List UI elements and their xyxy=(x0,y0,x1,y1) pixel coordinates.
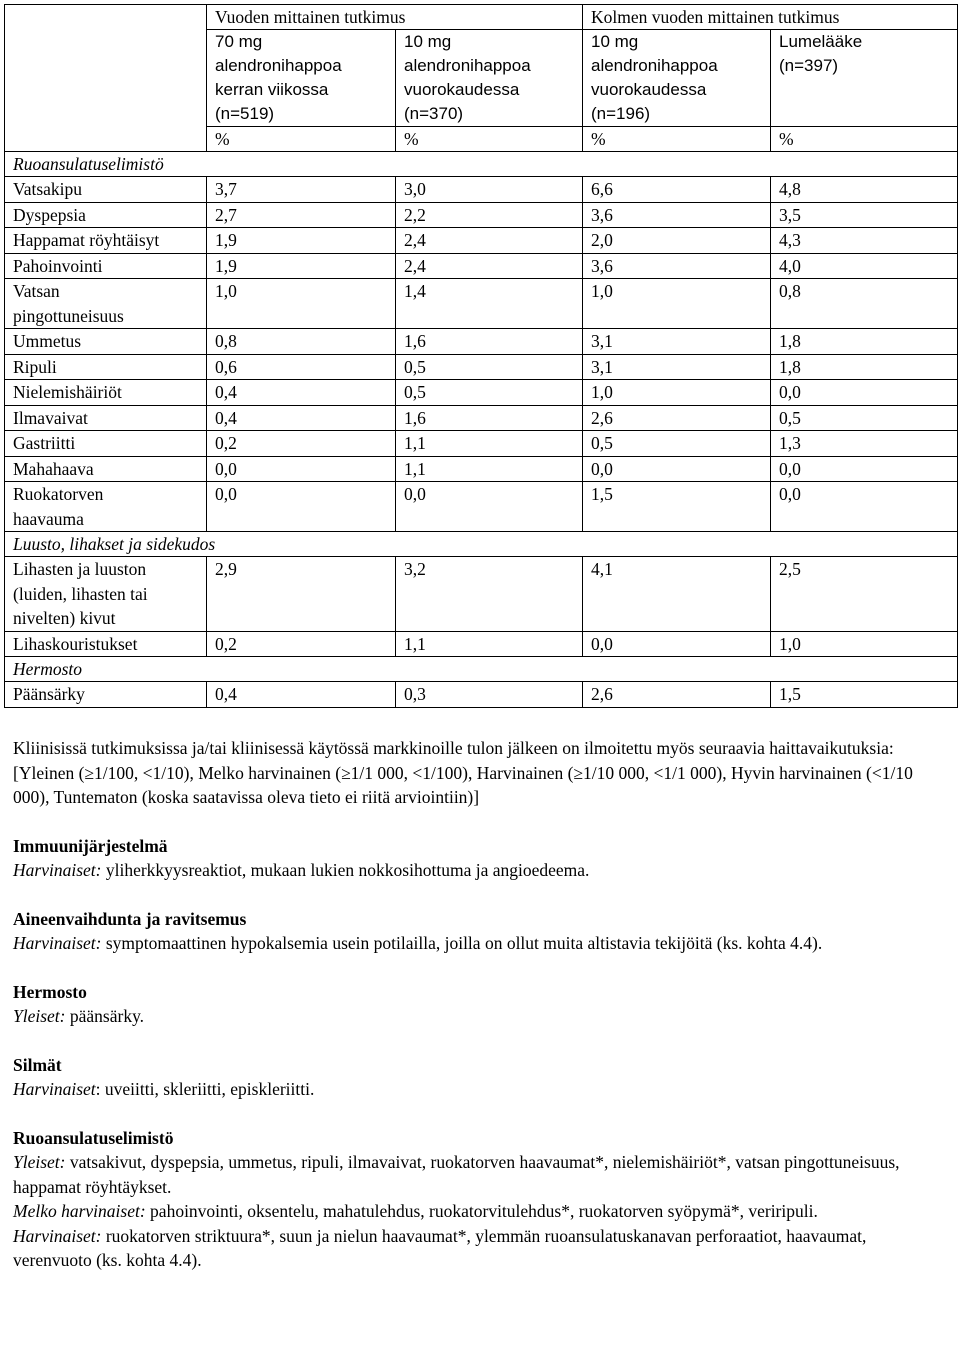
value-cell: 2,2 xyxy=(396,202,583,228)
cell-line: Ilmavaivat xyxy=(13,407,88,428)
value-cell: 3,7 xyxy=(207,177,396,203)
cell-line: Ruokatorven xyxy=(13,484,104,504)
cell-line: Vatsakipu xyxy=(13,179,83,199)
value-cell: 4,1 xyxy=(583,557,771,632)
section-heading-gastro: Ruoansulatuselimistö xyxy=(13,1127,174,1148)
value-cell: 2,4 xyxy=(396,253,583,279)
table-row xyxy=(5,456,958,482)
cell-line: alendronihappoa xyxy=(591,56,718,75)
table-row xyxy=(5,177,958,203)
header-corner xyxy=(5,30,207,127)
value-cell: 0,5 xyxy=(396,354,583,380)
value-cell: 0,8 xyxy=(771,279,958,329)
value-cell: 1,1 xyxy=(396,456,583,482)
unit-cell: % xyxy=(583,127,771,152)
value-cell: 1,5 xyxy=(771,682,958,708)
adverse-events-table xyxy=(4,4,958,708)
section-body-eyes: Harvinaiset: uveiitti, skleriitti, episkleriitti. xyxy=(13,1079,315,1099)
row-label xyxy=(5,405,207,431)
cell-line: pingottuneisuus xyxy=(13,305,124,326)
cell-line: Lumelääke xyxy=(779,32,863,51)
unit-cell: % xyxy=(207,127,396,152)
section-row-gastrointestinal xyxy=(5,152,958,177)
value-cell: 1,0 xyxy=(207,279,396,329)
cell-line: (n=397) xyxy=(779,56,839,75)
value-cell: 0,0 xyxy=(771,456,958,482)
table-row xyxy=(5,228,958,254)
section-body-gastro-uncommon: Melko harvinaiset: pahoinvointi, oksentelu, mahatulehdus, ruokatorvitulehdus*, ruokatorven syöpymä*, veriripuli. xyxy=(13,1201,818,1221)
row-label xyxy=(5,482,207,532)
section-body-gastro-common: Yleiset: vatsakivut, dyspepsia, ummetus, ripuli, ilmavaivat, ruokatorven haavaumat*, nielemishäiriöt*, vatsan pingottuneisuus, happamat röyhtäykset. xyxy=(13,1152,900,1197)
value-cell: 0,0 xyxy=(771,482,958,532)
value-cell: 0,4 xyxy=(207,380,396,406)
section-heading-metabolism: Aineenvaihdunta ja ravitsemus xyxy=(13,908,247,929)
table-row xyxy=(5,380,958,406)
value-cell: 2,0 xyxy=(583,228,771,254)
row-label xyxy=(5,253,207,279)
row-label xyxy=(5,202,207,228)
cell-line: Mahahaava xyxy=(13,458,94,479)
table-row xyxy=(5,354,958,380)
intro-paragraph: Kliinisissä tutkimuksissa ja/tai kliinisessä käytössä markkinoille tulon jälkeen on ilmoitettu myös seuraavia haittavaikutuksia: xyxy=(13,738,894,758)
value-cell: 2,4 xyxy=(396,228,583,254)
row-label xyxy=(5,380,207,406)
value-cell: 4,3 xyxy=(771,228,958,254)
cell-line: nivelten) kivut xyxy=(13,608,116,628)
table-row xyxy=(5,431,958,457)
header-corner xyxy=(5,127,207,152)
cell-line: (n=196) xyxy=(591,104,651,123)
cell-line: Ripuli xyxy=(13,356,57,377)
header-column-1 xyxy=(207,30,396,127)
value-cell: 3,1 xyxy=(583,354,771,380)
table-row xyxy=(5,482,958,532)
table-row xyxy=(5,631,958,657)
section-row-nervous-system xyxy=(5,657,958,682)
value-cell: 1,3 xyxy=(771,431,958,457)
value-cell: 6,6 xyxy=(583,177,771,203)
row-label xyxy=(5,177,207,203)
value-cell: 0,3 xyxy=(396,682,583,708)
cell-line: Ummetus xyxy=(13,331,82,351)
cell-line: Pahoinvointi xyxy=(13,255,103,276)
value-cell: 1,8 xyxy=(771,329,958,355)
section-body-metabolism: Harvinaiset: symptomaattinen hypokalsemia usein potilailla, joilla on ollut muita altistavia tekijöitä (ks. kohta 4.4). xyxy=(13,933,823,953)
cell-line: Lihasten ja luuston xyxy=(13,559,147,579)
value-cell: 1,5 xyxy=(583,482,771,532)
value-cell: 1,0 xyxy=(583,380,771,406)
row-label xyxy=(5,557,207,632)
cell-line: vuorokaudessa xyxy=(404,80,520,99)
cell-line: Lihaskouristukset xyxy=(13,633,138,654)
value-cell: 2,6 xyxy=(583,405,771,431)
cell-line: (n=370) xyxy=(404,104,464,123)
unit-cell: % xyxy=(396,127,583,152)
value-cell: 3,0 xyxy=(396,177,583,203)
value-cell: 3,6 xyxy=(583,202,771,228)
cell-line: Happamat röyhtäisyt xyxy=(13,230,160,250)
section-row-musculoskeletal xyxy=(5,532,958,557)
value-cell: 0,4 xyxy=(207,405,396,431)
cell-line: Dyspepsia xyxy=(13,204,86,225)
header-column-2 xyxy=(396,30,583,127)
row-label xyxy=(5,431,207,457)
section-heading-immune: Immuunijärjestelmä xyxy=(13,835,168,856)
cell-line: Nielemishäiriöt xyxy=(13,382,122,402)
table-row xyxy=(5,329,958,355)
value-cell: 0,2 xyxy=(207,431,396,457)
value-cell: 0,2 xyxy=(207,631,396,657)
value-cell: 1,0 xyxy=(583,279,771,329)
value-cell: 1,6 xyxy=(396,405,583,431)
value-cell: 0,5 xyxy=(771,405,958,431)
value-cell: 4,0 xyxy=(771,253,958,279)
value-cell: 0,0 xyxy=(207,482,396,532)
value-cell: 4,8 xyxy=(771,177,958,203)
header-corner xyxy=(5,5,207,30)
value-cell: 0,0 xyxy=(583,631,771,657)
table-row xyxy=(5,202,958,228)
section-label: Hermosto xyxy=(5,657,958,682)
row-label xyxy=(5,279,207,329)
cell-line: Päänsärky xyxy=(13,684,85,704)
value-cell: 3,1 xyxy=(583,329,771,355)
row-label xyxy=(5,228,207,254)
section-heading-nervous: Hermosto xyxy=(13,981,87,1002)
row-label xyxy=(5,631,207,657)
value-cell: 3,5 xyxy=(771,202,958,228)
value-cell: 1,4 xyxy=(396,279,583,329)
adverse-effects-text xyxy=(13,736,948,1273)
value-cell: 0,0 xyxy=(583,456,771,482)
cell-line: alendronihappoa xyxy=(215,56,342,75)
value-cell: 1,6 xyxy=(396,329,583,355)
row-label xyxy=(5,354,207,380)
value-cell: 3,2 xyxy=(396,557,583,632)
section-body-gastro-rare: Harvinaiset: ruokatorven striktuura*, suun ja nielun haavaumat*, ylemmän ruoansulatuskanavan perforaatiot, haavaumat, verenvuoto (ks. kohta 4.4). xyxy=(13,1225,867,1270)
value-cell: 0,0 xyxy=(207,456,396,482)
header-column-3 xyxy=(583,30,771,127)
header-group-one-year: Vuoden mittainen tutkimus xyxy=(207,5,583,30)
table-row xyxy=(5,253,958,279)
cell-line: kerran viikossa xyxy=(215,80,329,99)
cell-line: Gastriitti xyxy=(13,433,76,453)
value-cell: 1,9 xyxy=(207,253,396,279)
header-row-groups xyxy=(5,5,958,30)
value-cell: 3,6 xyxy=(583,253,771,279)
section-heading-eyes: Silmät xyxy=(13,1054,62,1075)
cell-line: 10 mg xyxy=(404,32,452,51)
cell-line: (n=519) xyxy=(215,104,275,123)
row-label xyxy=(5,682,207,708)
value-cell: 0,8 xyxy=(207,329,396,355)
value-cell: 0,0 xyxy=(771,380,958,406)
section-body-immune: Harvinaiset: yliherkkyysreaktiot, mukaan lukien nokkosihottuma ja angioedeema. xyxy=(13,860,590,880)
table-row xyxy=(5,279,958,329)
table-row xyxy=(5,405,958,431)
value-cell: 0,5 xyxy=(583,431,771,457)
section-label: Luusto, lihakset ja sidekudos xyxy=(5,532,958,557)
header-row-units xyxy=(5,127,958,152)
cell-line: 10 mg xyxy=(591,32,639,51)
header-group-three-year: Kolmen vuoden mittainen tutkimus xyxy=(583,5,958,30)
cell-line: alendronihappoa xyxy=(404,56,531,75)
unit-cell: % xyxy=(771,127,958,152)
row-label xyxy=(5,329,207,355)
header-column-4 xyxy=(771,30,958,127)
section-body-nervous: Yleiset: päänsärky. xyxy=(13,1006,145,1026)
row-label xyxy=(5,456,207,482)
value-cell: 0,6 xyxy=(207,354,396,380)
cell-line: Vatsan xyxy=(13,281,60,301)
value-cell: 2,7 xyxy=(207,202,396,228)
value-cell: 2,6 xyxy=(583,682,771,708)
table-row xyxy=(5,557,958,632)
header-row-columns xyxy=(5,30,958,127)
section-label: Ruoansulatuselimistö xyxy=(5,152,958,177)
cell-line: haavauma xyxy=(13,508,84,529)
value-cell: 0,4 xyxy=(207,682,396,708)
value-cell: 1,0 xyxy=(771,631,958,657)
value-cell: 1,8 xyxy=(771,354,958,380)
value-cell: 0,0 xyxy=(396,482,583,532)
value-cell: 2,5 xyxy=(771,557,958,632)
cell-line: (luiden, lihasten tai xyxy=(13,583,148,604)
value-cell: 2,9 xyxy=(207,557,396,632)
table-row xyxy=(5,682,958,708)
value-cell: 1,9 xyxy=(207,228,396,254)
cell-line: 70 mg xyxy=(215,32,263,51)
value-cell: 1,1 xyxy=(396,431,583,457)
cell-line: vuorokaudessa xyxy=(591,80,707,99)
frequency-definitions: [Yleinen (≥1/100, <1/10), Melko harvinainen (≥1/1 000, <1/100), Harvinainen (≥1/10 000, <1/1 000), Hyvin harvinainen (<1/10 000), Tuntematon (koska saatavissa oleva tieto ei riitä arviointiin)] xyxy=(13,762,913,807)
value-cell: 0,5 xyxy=(396,380,583,406)
value-cell: 1,1 xyxy=(396,631,583,657)
